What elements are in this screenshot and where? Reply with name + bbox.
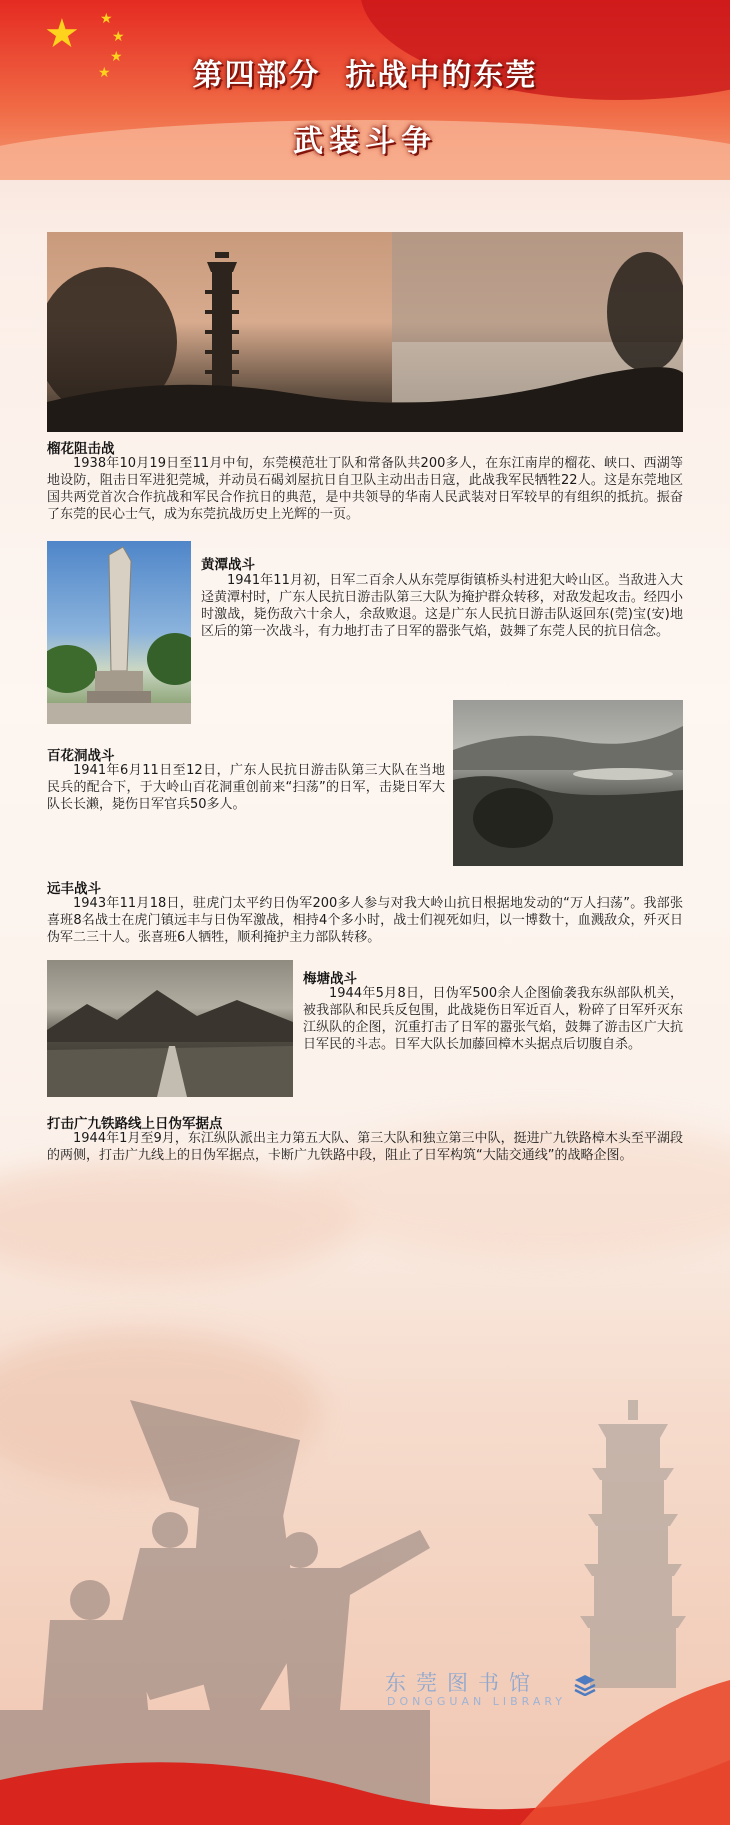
- section-body-yuanfeng: 1943年11月18日，驻虎门太平约日伪军200多人参与对我大岭山抗日根据地发动的“万人扫荡”。我部张喜班8名战士在虎门镇远丰与日伪军激战，相持4个多小时，战士们视死如归，以一博数十，血溅敌众，歼灭日伪军二三十人。张喜班6人牺牲，顺利掩护主力部队转移。: [47, 896, 683, 945]
- library-name: 东莞图书馆: [385, 1671, 540, 1695]
- pagoda-icon: [580, 1400, 686, 1688]
- section-title-yuanfeng: 远丰战斗: [47, 881, 101, 897]
- monument-art: [47, 541, 191, 724]
- page-subtitle: 武装斗争: [293, 124, 437, 159]
- section-title-liuhua: 榴花阻击战: [47, 441, 115, 457]
- section-body-liuhua: 1938年10月19日至11月中旬，东莞模范壮丁队和常备队共200多人，在东江南岸的榴花、峡口、西湖等地设防，阻击日军进犯莞城，并动员石碣刘屋抗日自卫队主动出击日寇，此战我军民牺牲22人。这是东莞地区国共两党首次合作抗战和军民合作抗日的典范，是中共领导的华南人民武装对日军较早的有组织的抵抗。振奋了东莞的民心士气，成为东莞抗战历史上光辉的一页。: [47, 456, 683, 522]
- star-icon: ★: [110, 49, 123, 65]
- meitang-art: [47, 960, 293, 1097]
- section-title-meitang: 梅塘战斗: [303, 971, 357, 987]
- star-icon: ★: [44, 11, 80, 57]
- section-body-huangtan: 1941年11月初，日军二百余人从东莞厚街镇桥头村进犯大岭山区。当敌进入大迳黄潭村时，广东人民抗日游击队第三大队为掩护群众转移，对敌发起攻击。经四小时激战，毙伤敌六十余人，余敌败退。这是广东人民抗日游击队返回东(莞)宝(安)地区后的第一次战斗，有力地打击了日军的嚣张气焰，鼓舞了东莞人民的抗日信念。: [201, 573, 683, 639]
- liuhua-photo: [47, 232, 683, 432]
- section-title-baihuadong: 百花洞战斗: [47, 748, 115, 764]
- page-title: 第四部分 抗战中的东莞: [192, 58, 538, 93]
- bottom-decoration: [0, 1380, 730, 1825]
- liuhua-photo-art: [47, 232, 683, 432]
- section-body-meitang: 1944年5月8日，日伪军500余人企图偷袭我东纵部队机关，被我部队和民兵反包围，此战毙伤日军近百人，粉碎了日军歼灭东江纵队的企图，沉重打击了日军的嚣张气焰，鼓舞了游击区广大抗日军民的斗志。日军大队长加藤回樟木头据点后切腹自杀。: [303, 986, 683, 1052]
- huangtan-monument-photo: [47, 541, 191, 724]
- soldier-sculpture: [0, 1400, 430, 1825]
- library-name-en: DONGGUAN LIBRARY: [387, 1695, 567, 1708]
- baihuadong-photo: [453, 700, 683, 866]
- section-body-guangjiu: 1944年1月至9月，东江纵队派出主力第五大队、第三大队和独立第三中队，挺进广九铁路樟木头至平湖段的两侧，打击广九线上的日伪军据点，卡断广九铁路中段，阻止了日军构筑“大陆交通线”的战略企图。: [47, 1131, 683, 1163]
- library-logo-icon: [574, 1674, 596, 1696]
- baihuadong-art: [453, 700, 683, 866]
- section-title-huangtan: 黄潭战斗: [201, 557, 255, 573]
- meitang-photo: [47, 960, 293, 1097]
- star-icon: ★: [112, 29, 125, 45]
- star-icon: ★: [98, 65, 111, 81]
- star-icon: ★: [100, 11, 113, 27]
- section-title-guangjiu: 打击广九铁路线上日伪军据点: [47, 1116, 223, 1132]
- section-body-baihuadong: 1941年6月11日至12日，广东人民抗日游击队第三大队在当地民兵的配合下，于大岭山百花洞重创前来“扫荡”的日军，击毙日军大队长长濑，毙伤日军官兵50多人。: [47, 763, 445, 812]
